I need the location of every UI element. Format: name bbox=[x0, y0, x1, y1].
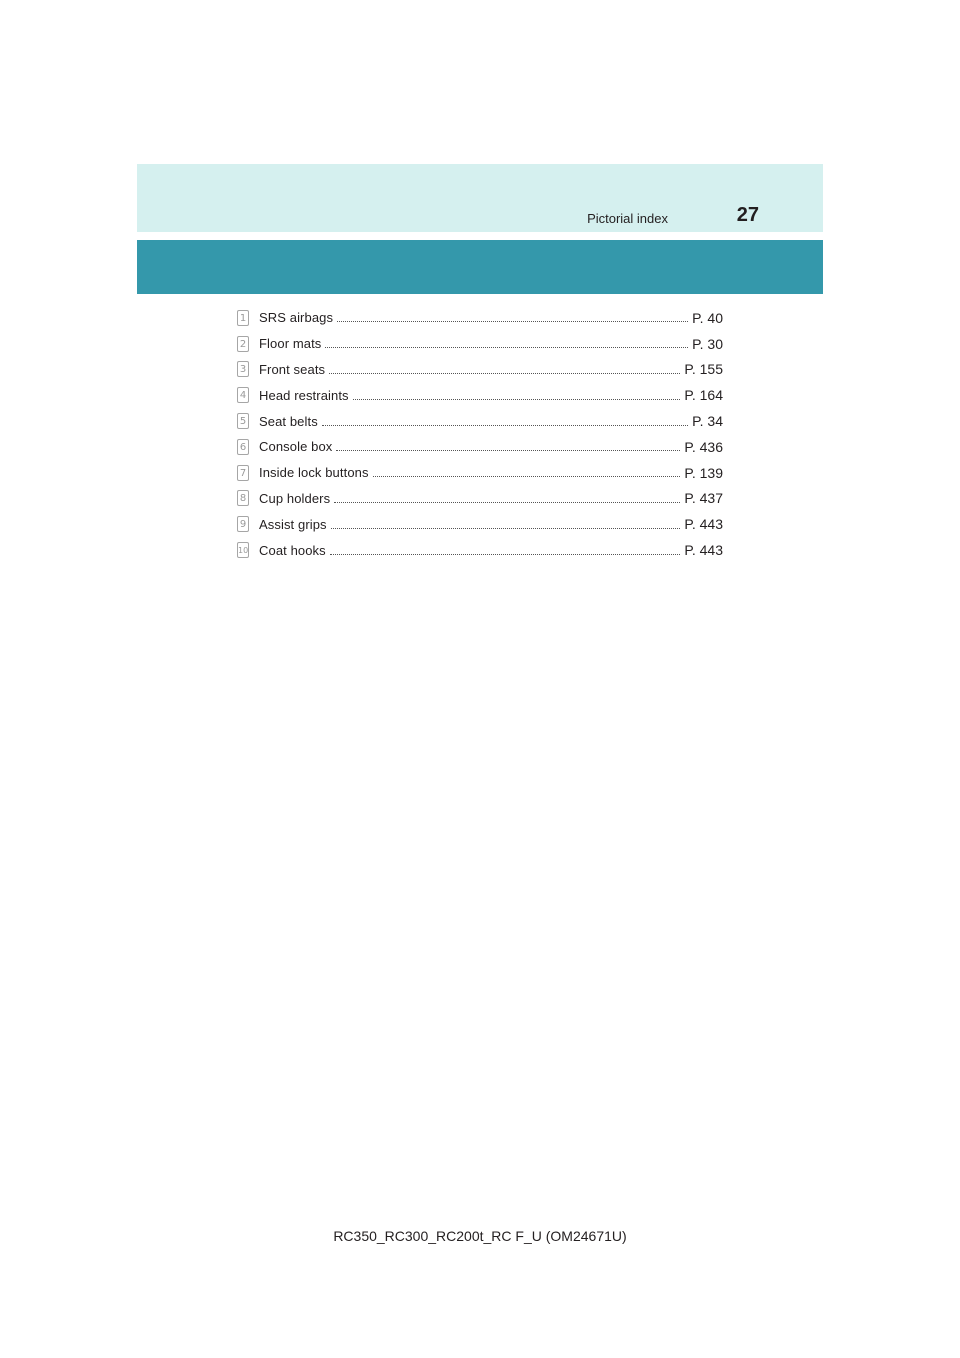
item-page-ref[interactable]: P. 30 bbox=[692, 335, 723, 352]
item-number: 5 bbox=[237, 413, 249, 429]
item-number: 8 bbox=[237, 490, 249, 506]
item-number: 6 bbox=[237, 439, 249, 455]
leader-dots bbox=[337, 321, 688, 322]
leader-dots bbox=[331, 528, 681, 529]
item-page-ref[interactable]: P. 164 bbox=[684, 387, 723, 404]
title-bar bbox=[137, 240, 823, 294]
item-page-ref[interactable]: P. 155 bbox=[684, 361, 723, 378]
item-page-ref[interactable]: P. 436 bbox=[684, 438, 723, 455]
item-label: Head restraints bbox=[259, 387, 349, 403]
section-title: Pictorial index bbox=[587, 211, 668, 226]
index-item[interactable] bbox=[237, 486, 723, 512]
index-item[interactable] bbox=[237, 434, 723, 460]
page-number: 27 bbox=[736, 204, 759, 226]
index-item[interactable] bbox=[237, 305, 723, 331]
leader-dots bbox=[336, 450, 680, 451]
item-number: 4 bbox=[237, 387, 249, 403]
leader-dots bbox=[353, 399, 681, 400]
leader-dots bbox=[334, 502, 680, 503]
index-item[interactable] bbox=[237, 511, 723, 537]
item-number: 9 bbox=[237, 516, 249, 532]
index-list bbox=[237, 305, 723, 563]
item-number: 1 bbox=[237, 310, 249, 326]
item-label: Cup holders bbox=[259, 490, 331, 506]
item-number: 10 bbox=[237, 542, 249, 558]
item-page-ref[interactable]: P. 443 bbox=[684, 516, 723, 533]
item-label: Coat hooks bbox=[259, 542, 326, 558]
index-item[interactable] bbox=[237, 408, 723, 434]
item-label: SRS airbags bbox=[259, 310, 334, 326]
leader-dots bbox=[325, 347, 688, 348]
item-label: Front seats bbox=[259, 361, 326, 377]
footer-doc-code: RC350_RC300_RC200t_RC F_U (OM24671U) bbox=[333, 1228, 627, 1244]
item-number: 7 bbox=[237, 465, 249, 481]
index-item[interactable] bbox=[237, 460, 723, 486]
item-page-ref[interactable]: P. 139 bbox=[684, 464, 723, 481]
item-label: Floor mats bbox=[259, 336, 322, 352]
header-band bbox=[137, 164, 823, 232]
item-number: 2 bbox=[237, 336, 249, 352]
index-item[interactable] bbox=[237, 357, 723, 383]
index-item[interactable] bbox=[237, 382, 723, 408]
item-label: Assist grips bbox=[259, 516, 327, 532]
item-label: Inside lock buttons bbox=[259, 465, 369, 481]
item-page-ref[interactable]: P. 443 bbox=[684, 542, 723, 559]
item-page-ref[interactable]: P. 437 bbox=[684, 490, 723, 507]
leader-dots bbox=[329, 373, 680, 374]
item-page-ref[interactable]: P. 34 bbox=[692, 413, 723, 430]
index-item[interactable] bbox=[237, 331, 723, 357]
leader-dots bbox=[373, 476, 681, 477]
item-label: Seat belts bbox=[259, 413, 318, 429]
item-page-ref[interactable]: P. 40 bbox=[692, 309, 723, 326]
leader-dots bbox=[322, 425, 688, 426]
index-item[interactable] bbox=[237, 537, 723, 563]
item-number: 3 bbox=[237, 361, 249, 377]
item-label: Console box bbox=[259, 439, 333, 455]
leader-dots bbox=[330, 554, 681, 555]
